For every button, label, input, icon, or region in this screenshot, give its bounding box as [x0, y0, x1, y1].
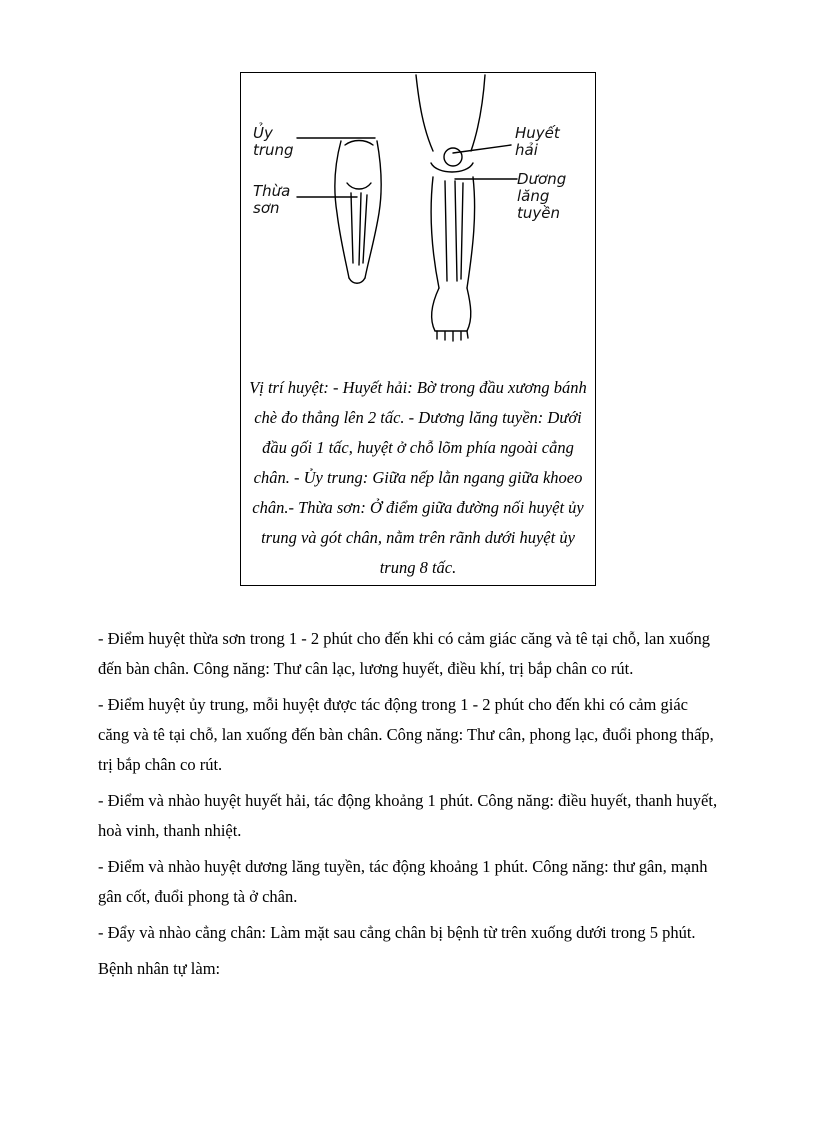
figure-caption: Vị trí huyệt: - Huyết hải: Bờ trong đầu xương bánh chè đo thẳng lên 2 tấc. - Dương lăng tuyền: Dưới đầu gối 1 tấc, huyệt ở chỗ lõm phía ngoài cẳng chân. - Ủy trung: Giữa nếp lằn ngang giữa khoeo chân.- Thừa sơn: Ở điểm giữa đường nối huyệt ủy trung và gót chân, nằm trên rãnh dưới huyệt ủy trung 8 tấc. [249, 378, 587, 577]
paragraph: - Điểm và nhào huyệt huyết hải, tác động khoảng 1 phút. Công năng: điều huyết, thanh huyết, hoà vinh, thanh nhiệt. [98, 791, 718, 840]
body-text [98, 624, 720, 990]
acupoint-figure [240, 72, 596, 586]
front-leg-drawing [416, 75, 485, 341]
leader-huyet-hai [453, 145, 511, 153]
paragraph: Bệnh nhân tự làm: [98, 959, 221, 978]
label-thua-son: Thừa sơn [253, 182, 291, 217]
label-huyet-hai: Huyết hải [515, 124, 560, 159]
paragraph: - Điểm huyệt thừa sơn trong 1 - 2 phút cho đến khi có cảm giác căng và tê tại chỗ, lan xuống đến bàn chân. Công năng: Thư cân lạc, lương huyết, điều khí, trị bắp chân co rút. [98, 629, 710, 678]
label-duong-lang-tuyen: Dương lăng tuyền [517, 170, 567, 222]
label-uy-trung: Ủy trung [253, 124, 294, 159]
paragraph: - Đẩy và nhào cẳng chân: Làm mặt sau cẳng chân bị bệnh từ trên xuống dưới trong 5 phút. [98, 923, 696, 942]
back-leg-drawing [335, 141, 381, 284]
paragraph: - Điểm và nhào huyệt dương lăng tuyền, tác động khoảng 1 phút. Công năng: thư gân, mạnh gân cốt, đuổi phong tà ở chân. [98, 857, 708, 906]
paragraph: - Điểm huyệt ủy trung, mỗi huyệt được tác động trong 1 - 2 phút cho đến khi có cảm giác căng và tê tại chỗ, lan xuống đến bàn chân. Công năng: Thư cân, phong lạc, đuổi phong thấp, trị bắp chân co rút. [98, 695, 714, 774]
